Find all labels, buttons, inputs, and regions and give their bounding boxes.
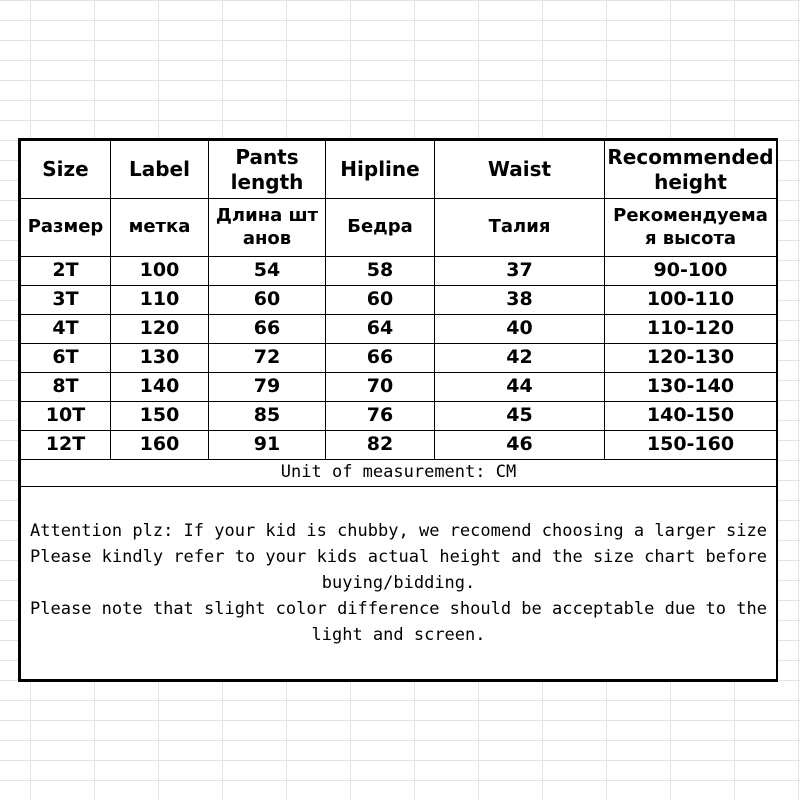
cell-height: 150-160 bbox=[605, 431, 777, 460]
cell-pants-length: 91 bbox=[209, 431, 326, 460]
header-row-english bbox=[21, 141, 777, 199]
cell-hipline: 58 bbox=[326, 257, 435, 286]
cell-waist: 40 bbox=[435, 315, 605, 344]
header-size-ru: Размер bbox=[21, 199, 111, 257]
cell-hipline: 76 bbox=[326, 402, 435, 431]
cell-height: 130-140 bbox=[605, 373, 777, 402]
note-color: Please note that slight color difference should be acceptable due to the light and screen. bbox=[30, 599, 767, 645]
cell-hipline: 64 bbox=[326, 315, 435, 344]
header-recommended-height: Recommended height bbox=[605, 141, 777, 199]
unit-row bbox=[21, 460, 777, 487]
cell-height: 140-150 bbox=[605, 402, 777, 431]
header-waist: Waist bbox=[435, 141, 605, 199]
cell-size: 10T bbox=[21, 402, 111, 431]
cell-hipline: 82 bbox=[326, 431, 435, 460]
cell-waist: 42 bbox=[435, 344, 605, 373]
cell-size: 4T bbox=[21, 315, 111, 344]
cell-label: 100 bbox=[111, 257, 209, 286]
cell-label: 110 bbox=[111, 286, 209, 315]
cell-label: 150 bbox=[111, 402, 209, 431]
cell-pants-length: 85 bbox=[209, 402, 326, 431]
cell-size: 8T bbox=[21, 373, 111, 402]
cell-waist: 46 bbox=[435, 431, 605, 460]
table-row bbox=[21, 257, 777, 286]
table-row bbox=[21, 315, 777, 344]
cell-pants-length: 72 bbox=[209, 344, 326, 373]
cell-waist: 38 bbox=[435, 286, 605, 315]
header-label: Label bbox=[111, 141, 209, 199]
cell-pants-length: 54 bbox=[209, 257, 326, 286]
notes-cell bbox=[21, 487, 777, 680]
cell-size: 12T bbox=[21, 431, 111, 460]
cell-pants-length: 60 bbox=[209, 286, 326, 315]
unit-of-measurement: Unit of measurement: CM bbox=[21, 460, 777, 487]
cell-pants-length: 66 bbox=[209, 315, 326, 344]
table-row bbox=[21, 402, 777, 431]
cell-pants-length: 79 bbox=[209, 373, 326, 402]
cell-size: 6T bbox=[21, 344, 111, 373]
table-row bbox=[21, 373, 777, 402]
header-hipline-ru: Бедра bbox=[326, 199, 435, 257]
table-row bbox=[21, 344, 777, 373]
cell-label: 160 bbox=[111, 431, 209, 460]
table-row bbox=[21, 431, 777, 460]
cell-hipline: 60 bbox=[326, 286, 435, 315]
cell-waist: 45 bbox=[435, 402, 605, 431]
header-waist-ru: Талия bbox=[435, 199, 605, 257]
cell-height: 120-130 bbox=[605, 344, 777, 373]
cell-waist: 44 bbox=[435, 373, 605, 402]
header-label-ru: метка bbox=[111, 199, 209, 257]
table-row bbox=[21, 286, 777, 315]
header-row-russian bbox=[21, 199, 777, 257]
cell-height: 110-120 bbox=[605, 315, 777, 344]
note-height: Please kindly refer to your kids actual height and the size chart before buying/bidding. bbox=[30, 547, 767, 593]
header-recommended-height-ru: Рекомендуема я высота bbox=[605, 199, 777, 257]
cell-hipline: 66 bbox=[326, 344, 435, 373]
header-pants-length: Pants length bbox=[209, 141, 326, 199]
cell-waist: 37 bbox=[435, 257, 605, 286]
notes-row bbox=[21, 487, 777, 680]
header-hipline: Hipline bbox=[326, 141, 435, 199]
header-pants-length-ru: Длина шт анов bbox=[209, 199, 326, 257]
cell-size: 2T bbox=[21, 257, 111, 286]
header-size: Size bbox=[21, 141, 111, 199]
cell-size: 3T bbox=[21, 286, 111, 315]
size-chart bbox=[18, 138, 778, 682]
note-chubby: Attention plz: If your kid is chubby, we recomend choosing a larger size bbox=[30, 521, 767, 541]
cell-hipline: 70 bbox=[326, 373, 435, 402]
cell-label: 120 bbox=[111, 315, 209, 344]
size-table bbox=[20, 140, 777, 680]
cell-label: 130 bbox=[111, 344, 209, 373]
cell-height: 90-100 bbox=[605, 257, 777, 286]
cell-label: 140 bbox=[111, 373, 209, 402]
cell-height: 100-110 bbox=[605, 286, 777, 315]
